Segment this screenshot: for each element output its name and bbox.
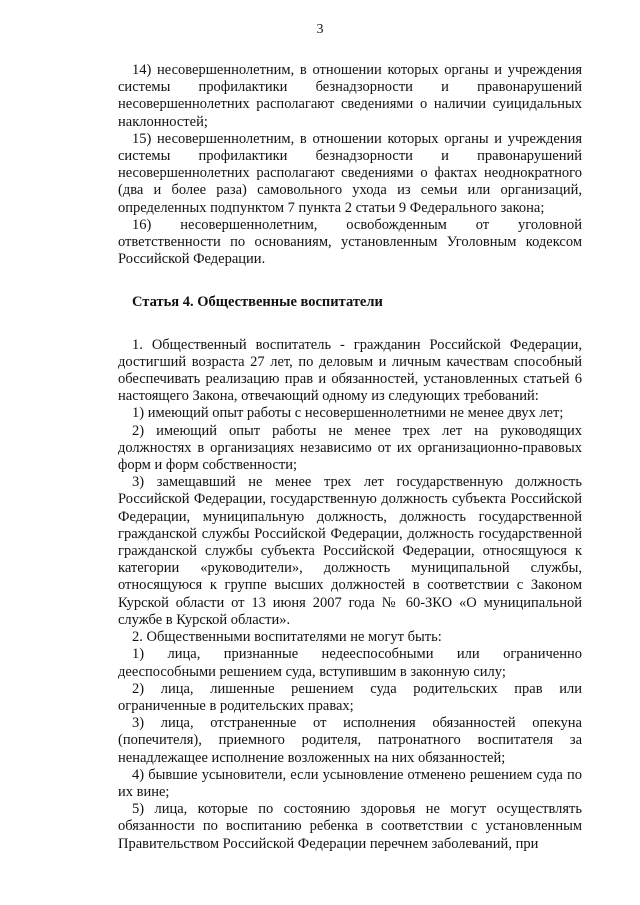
requirement-item-1: 1) имеющий опыт работы с несовершеннолетними не менее двух лет; [132,405,564,422]
list-item-15: 15) несовершеннолетним, в отношении которых органы и учреждения системы профилактики безнадзорности и правонарушений несовершеннолетних располагают сведениями о фактах неоднократного (два и более раза) самовольного ухода из семьи или организаций, определенных подпунктом 7 пункта 2 статьи 9 Федерального закона; [118,130,582,216]
list-item-14: 14) несовершеннолетним, в отношении которых органы и учреждения системы профилактики безнадзорности и правонарушений несовершеннолетних располагают сведениями о наличии суицидальных наклонностей; [118,62,582,130]
article-paragraph-1: 1. Общественный воспитатель - гражданин Российской Федерации, достигший возраста 27 лет, по деловым и личным качествам способный обеспечивать реализацию прав и обязанностей, установленных статьей 6 настоящего Закона, отвечающий одному из следующих требований: [118,336,582,405]
exclusion-item-2: 2) лица, лишенные решением суда родительских прав или ограниченные в родительских правах; [118,680,582,714]
exclusion-item-1: 1) лица, признанные недееспособными или ограниченно дееспособными решением суда, вступившим в законную силу; [118,646,582,680]
page-number: 3 [316,22,324,37]
exclusion-item-4: 4) бывшие усыновители, если усыновление отменено решением суда по их вине; [118,766,582,800]
requirement-item-3: 3) замещавший не менее трех лет государственную должность Российской Федерации, государственную должность субъекта Российской Федерации, муниципальную должность, должность государственной гражданской службы Российской Федерации, должность государственной гражданской службы субъекта Российской Федерации, относящуюся к категории «руководители», должность муниципальной службы, относящуюся к группе высших должностей в соответствии с Законом Курской области от 13 июня 2007 года № 60-ЗКО «О муниципальной службе в Курской области». [118,474,582,628]
article-paragraph-2: 2. Общественными воспитателями не могут быть: [132,629,442,646]
exclusion-item-3: 3) лица, отстраненные от исполнения обязанностей опекуна (попечителя), приемного родителя, патронатного воспитателя за ненадлежащее исполнение возложенных на них обязанностей; [118,715,582,766]
article-heading: Статья 4. Общественные воспитатели [132,294,383,311]
exclusion-item-5: 5) лица, которые по состоянию здоровья не могут осуществлять обязанности по воспитанию ребенка в соответствии с установленным Правительством Российской Федерации перечнем заболеваний, при [118,801,582,852]
document-body [118,62,582,853]
list-item-16: 16) несовершеннолетним, освобожденным от уголовной ответственности по основаниям, установленным Уголовным кодексом Российской Федерации. [118,216,582,268]
requirement-item-2: 2) имеющий опыт работы не менее трех лет на руководящих должностях в организациях независимо от их организационно-правовых форм и форм собственности; [118,422,582,474]
